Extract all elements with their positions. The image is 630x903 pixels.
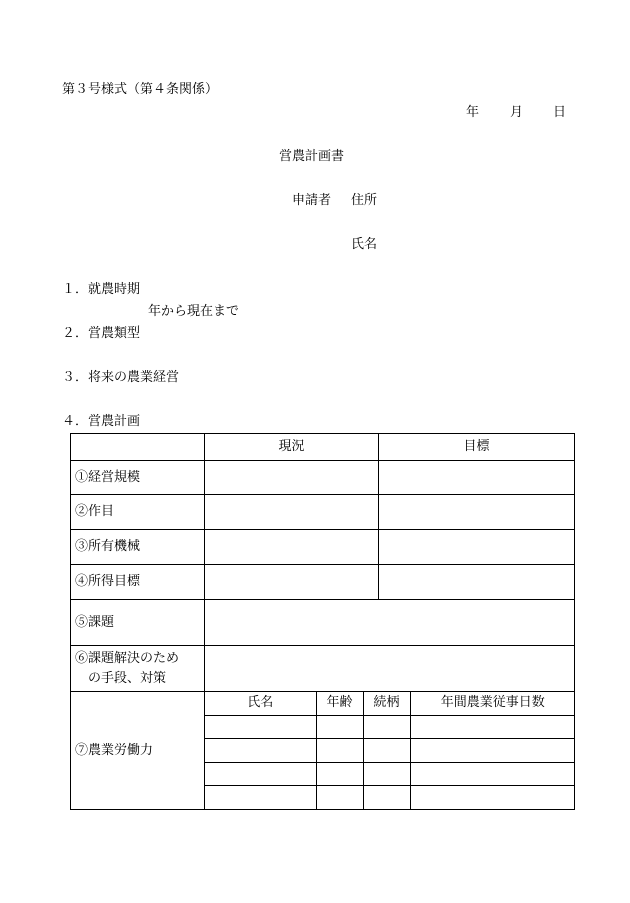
date-year-label: 年	[466, 105, 480, 120]
crops-current-cell[interactable]	[205, 495, 379, 530]
solution-cell[interactable]	[205, 646, 575, 692]
machinery-target-cell[interactable]	[379, 530, 575, 565]
labor-name-cell[interactable]	[205, 762, 316, 785]
labor-row	[205, 715, 575, 738]
labor-age-cell[interactable]	[316, 786, 363, 809]
table-row-scale	[71, 461, 575, 495]
applicant-label: 申請者	[292, 193, 332, 208]
labor-header-row	[205, 692, 575, 715]
labor-header-name: 氏名	[205, 692, 316, 715]
labor-row	[205, 786, 575, 809]
labor-days-cell[interactable]	[410, 762, 575, 785]
labor-row	[205, 739, 575, 762]
labor-relation-cell[interactable]	[363, 715, 410, 738]
machinery-current-cell[interactable]	[205, 530, 379, 565]
table-header-row	[71, 434, 575, 461]
header-blank-cell	[71, 434, 205, 461]
labor-age-cell[interactable]	[316, 715, 363, 738]
labor-days-cell[interactable]	[410, 739, 575, 762]
date-day-label: 日	[553, 105, 567, 120]
scale-current-cell[interactable]	[205, 461, 379, 495]
farm-plan-table	[70, 433, 575, 810]
table-row-income	[71, 565, 575, 600]
section-2-title: ２．営農類型	[62, 326, 141, 341]
date-month-label: 月	[510, 105, 524, 120]
crops-target-cell[interactable]	[379, 495, 575, 530]
header-target: 目標	[379, 434, 575, 461]
section-1-title: １．就農時期	[62, 282, 141, 297]
row-label-scale: ①経営規模	[71, 461, 205, 495]
labor-header-days: 年間農業従事日数	[410, 692, 575, 715]
header-current: 現況	[205, 434, 379, 461]
labor-header-age: 年齢	[316, 692, 363, 715]
solution-label-line-2: の手段、対策	[88, 670, 167, 686]
table-row-crops	[71, 495, 575, 530]
section-3-title: ３．将来の農業経営	[62, 370, 180, 385]
labor-header-relation: 続柄	[363, 692, 410, 715]
labor-relation-cell[interactable]	[363, 762, 410, 785]
labor-name-cell[interactable]	[205, 739, 316, 762]
name-label: 氏名	[351, 237, 378, 252]
address-label: 住所	[351, 193, 378, 208]
row-label-machinery: ③所有機械	[71, 530, 205, 565]
labor-subtable-cell	[205, 692, 575, 810]
row-label-labor: ⑦農業労働力	[71, 692, 205, 810]
row-label-income: ④所得目標	[71, 565, 205, 600]
section-4-title: ４．営農計画	[62, 414, 141, 429]
labor-age-cell[interactable]	[316, 762, 363, 785]
labor-relation-cell[interactable]	[363, 739, 410, 762]
solution-label-line-1: ⑥課題解決のため	[75, 650, 180, 666]
labor-days-cell[interactable]	[410, 715, 575, 738]
income-current-cell[interactable]	[205, 565, 379, 600]
table-row-solution	[71, 646, 575, 692]
document-title: 営農計画書	[279, 149, 345, 164]
labor-subtable	[205, 692, 575, 809]
table-row-machinery	[71, 530, 575, 565]
form-id: 第３号様式（第４条関係）	[62, 82, 219, 97]
scale-target-cell[interactable]	[379, 461, 575, 495]
row-label-issues: ⑤課題	[71, 600, 205, 646]
issues-cell[interactable]	[205, 600, 575, 646]
table-row-labor	[71, 692, 575, 810]
labor-relation-cell[interactable]	[363, 786, 410, 809]
labor-name-cell[interactable]	[205, 715, 316, 738]
row-label-solution	[71, 646, 205, 692]
section-1-detail: 年から現在まで	[148, 304, 240, 319]
income-target-cell[interactable]	[379, 565, 575, 600]
labor-name-cell[interactable]	[205, 786, 316, 809]
labor-row	[205, 762, 575, 785]
labor-age-cell[interactable]	[316, 739, 363, 762]
row-label-crops: ②作目	[71, 495, 205, 530]
table-row-issues	[71, 600, 575, 646]
labor-days-cell[interactable]	[410, 786, 575, 809]
